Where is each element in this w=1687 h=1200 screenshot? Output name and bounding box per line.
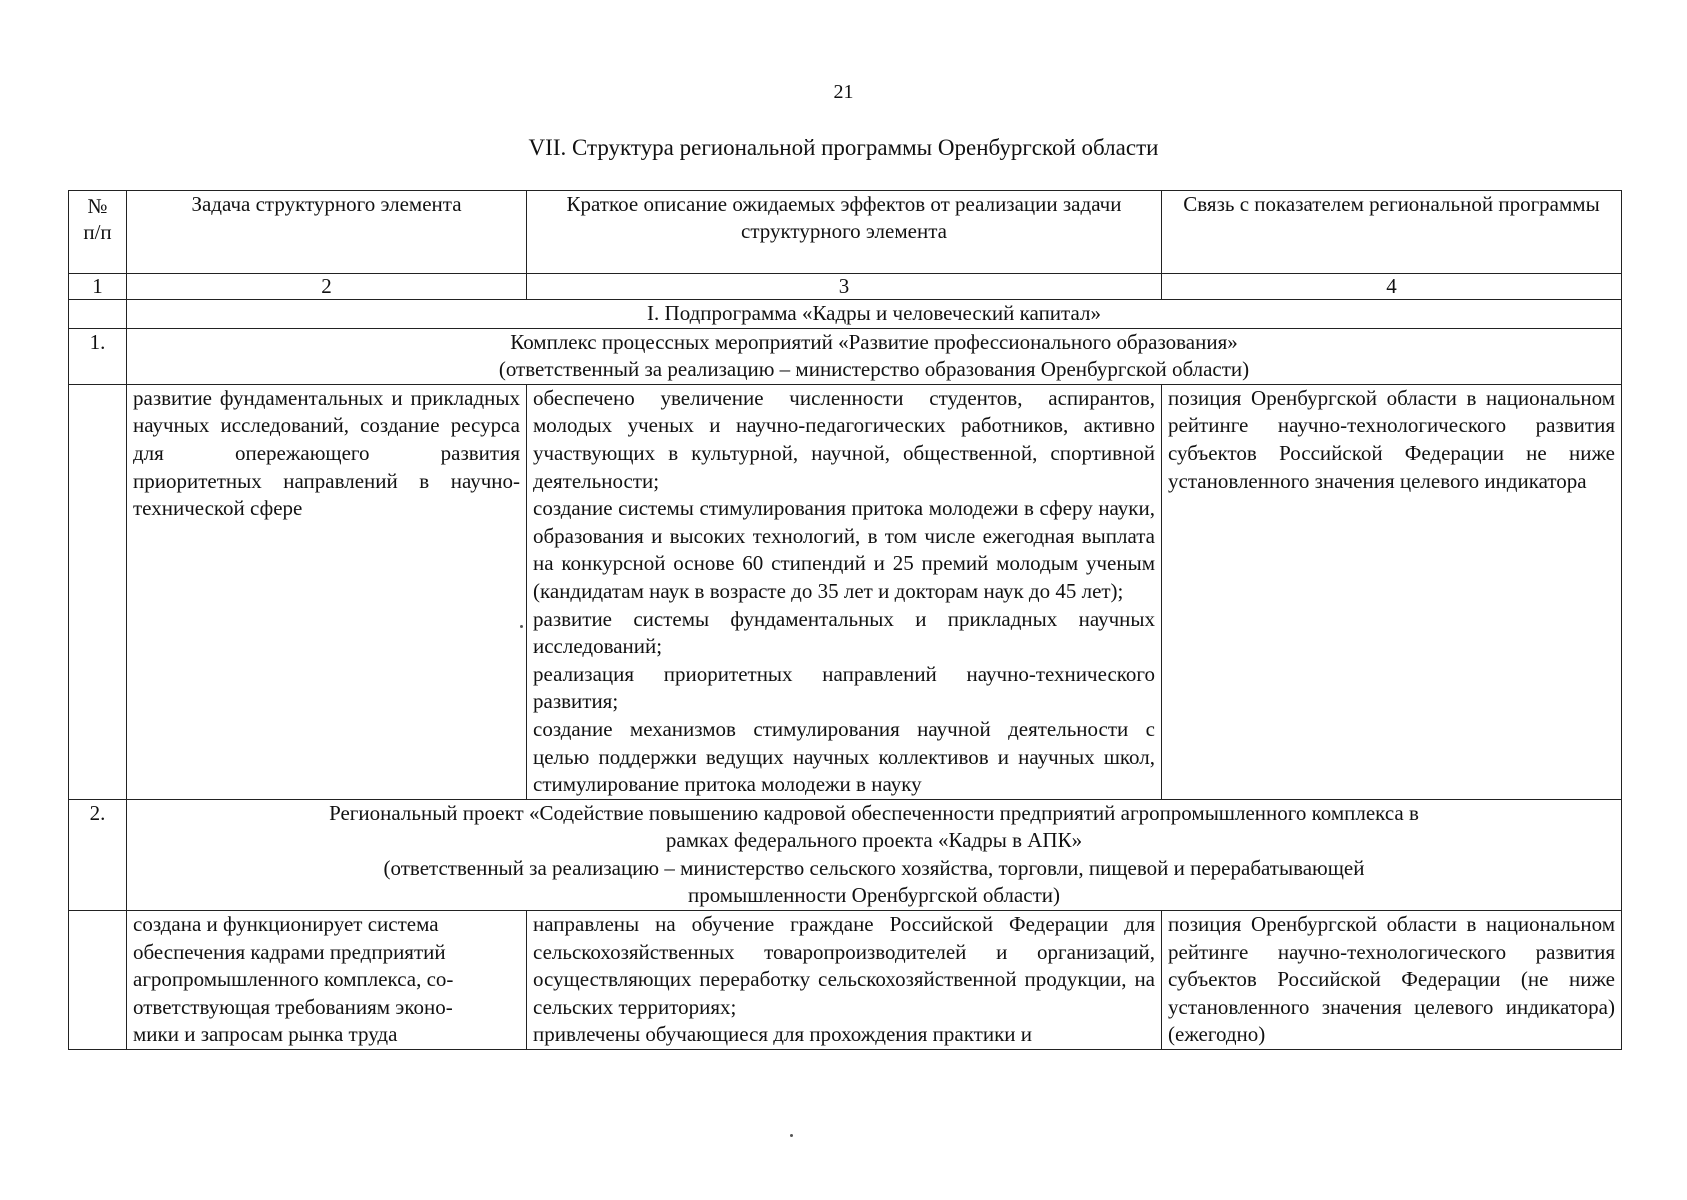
section-title-row — [69, 328, 1622, 384]
page-number: 21 — [833, 81, 854, 103]
effect-item: направлены на обучение граждане Российской Федерации для сельскохозяйственных товаропроизводителей и организаций, осуществляющих переработку сельскохозяйственной продукции, на сельских территориях; — [533, 912, 1155, 1019]
effect-item: создание системы стимулирования притока молодежи в сферу науки, образования и высоких технологий, в том числе ежегодная выплата на конкурсной основе 60 стипендий и 25 премий молодым ученым (кандидатам наук в возрасте до 35 лет и докторам наук до 45 лет); — [533, 496, 1155, 603]
table-header-row — [69, 191, 1622, 274]
section-title-line: Комплекс процессных мероприятий «Развитие профессионального образования» — [510, 329, 1238, 354]
row-number: 1. — [69, 328, 127, 384]
empty-cell — [69, 384, 127, 799]
effect-item: развитие системы фундаментальных и прикладных научных исследований; — [533, 606, 1155, 659]
subprogram-title: I. Подпрограмма «Кадры и человеческий капитал» — [127, 300, 1622, 329]
task-line: мики и запросам рынка труда — [133, 1022, 398, 1047]
header-effects: Краткое описание ожидаемых эффектов от реализации задачи структурного элемента — [527, 191, 1162, 274]
effect-item: реализация приоритетных направлений научно-технического развития; — [533, 661, 1155, 714]
indicator-cell: позиция Оренбургской области в национальном рейтинге научно-технологического развития субъектов Российской Федерации (не ниже установленного значения целевого индикатора) (ежегодно) — [1162, 911, 1622, 1050]
column-number: 2 — [127, 274, 527, 300]
effect-item: привлечены обучающиеся для прохождения практики и — [533, 1022, 1033, 1047]
column-number: 1 — [69, 274, 127, 300]
effects-cell — [527, 384, 1162, 799]
task-line: агропромышленного комплекса, со- — [133, 967, 454, 992]
section-title-line: рамках федерального проекта «Кадры в АПК» — [665, 828, 1083, 853]
column-number-row — [69, 274, 1622, 300]
empty-cell — [69, 911, 127, 1050]
task-line: ответствующая требованиям эконо- — [133, 994, 453, 1019]
effects-cell — [527, 911, 1162, 1050]
section-title-cell — [127, 328, 1622, 384]
scan-speck — [790, 1134, 793, 1137]
column-number: 3 — [527, 274, 1162, 300]
table-row — [69, 911, 1622, 1050]
section-title-line: промышленности Оренбургской области) — [687, 883, 1061, 908]
section-title-line: (ответственный за реализацию – министерство сельского хозяйства, торговли, пищевой и перерабатывающей — [383, 855, 1365, 880]
section-title-line: (ответственный за реализацию – министерство образования Оренбургской области) — [498, 357, 1250, 382]
task-line: создана и функционирует система — [133, 912, 439, 937]
section-title-row — [69, 799, 1622, 910]
effect-item: создание механизмов стимулирования научной деятельности с целью поддержки ведущих научных коллективов и научных школ, стимулирование притока молодежи в науку — [533, 716, 1155, 797]
table-row — [69, 384, 1622, 799]
row-number: 2. — [69, 799, 127, 910]
column-number: 4 — [1162, 274, 1622, 300]
structure-table — [68, 190, 1622, 1050]
indicator-cell: позиция Оренбургской области в национальном рейтинге научно-технологического развития субъектов Российской Федерации не ниже установленного значения целевого индикатора — [1162, 384, 1622, 799]
subprogram-row — [69, 300, 1622, 329]
header-indicator: Связь с показателем региональной программы — [1162, 191, 1622, 274]
task-cell — [127, 911, 527, 1050]
empty-cell — [69, 300, 127, 329]
header-number: № п/п — [69, 191, 127, 274]
section-title-cell — [127, 799, 1622, 910]
section-title-line: Региональный проект «Содействие повышению кадровой обеспеченности предприятий агропромышленного комплекса в — [329, 800, 1419, 825]
section-title: VII. Структура региональной программы Оренбургской области — [528, 135, 1159, 160]
task-line: обеспечения кадрами предприятий — [133, 939, 446, 964]
effect-item: обеспечено увеличение численности студентов, аспирантов, молодых ученых и научно-педагогических работников, активно участвующих в культурной, научной, общественной, спортивной деятельности; — [533, 385, 1155, 493]
header-task: Задача структурного элемента — [127, 191, 527, 274]
task-cell: развитие фундаментальных и прикладных научных исследований, создание ресурса для опережающего развития приоритетных направлений в научно-технической сфере — [127, 384, 527, 799]
scan-speck — [520, 625, 523, 628]
